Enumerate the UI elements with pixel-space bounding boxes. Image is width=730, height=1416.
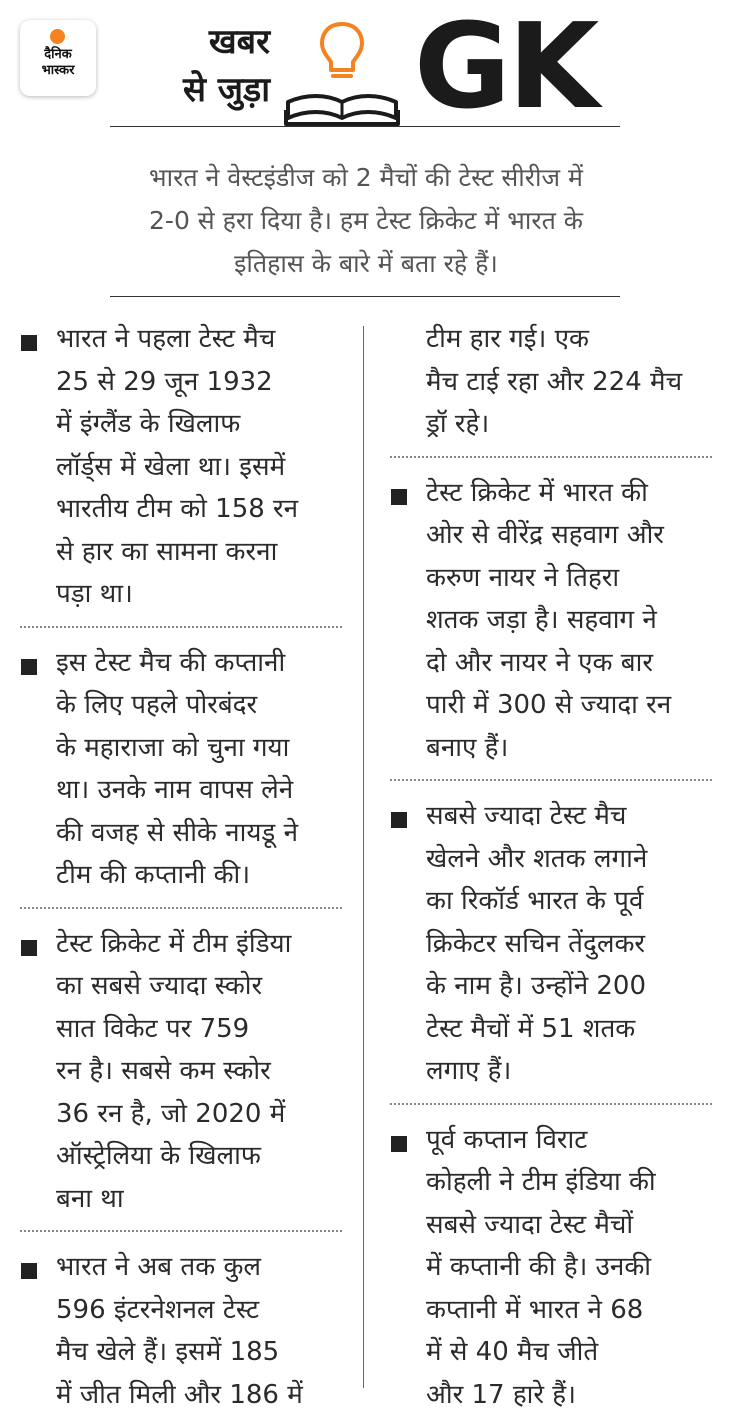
bullet-square-icon	[391, 812, 407, 828]
fact-line: में जीत मिली और 186 में	[56, 1374, 342, 1416]
fact-line: सबसे ज्यादा टेस्ट मैच	[426, 795, 712, 838]
gk-title: GK	[414, 6, 596, 126]
fact-line: में से 40 मैच जीते	[426, 1331, 712, 1374]
fact-line: ऑस्ट्रेलिया के खिलाफ	[56, 1135, 342, 1178]
fact-line: का रिकॉर्ड भारत के पूर्व	[426, 880, 712, 923]
fact-line: टीम हार गई। एक	[426, 318, 712, 361]
fact-item	[20, 923, 342, 1221]
header-line-1: खबर	[150, 22, 270, 62]
fact-line: रन है। सबसे कम स्कोर	[56, 1050, 342, 1093]
dotted-separator	[390, 456, 712, 458]
dotted-separator	[390, 779, 712, 781]
fact-item	[390, 472, 712, 770]
fact-line: था। उनके नाम वापस लेने	[56, 769, 342, 812]
fact-line: इस टेस्ट मैच की कप्तानी	[56, 642, 342, 685]
fact-line: में इंग्लैंड के खिलाफ	[56, 403, 342, 446]
intro-rule	[110, 296, 620, 297]
fact-line: भारतीय टीम को 158 रन	[56, 488, 342, 531]
fact-line: सात विकेट पर 759	[56, 1008, 342, 1051]
fact-continuation	[390, 318, 712, 446]
fact-line: कोहली ने टीम इंडिया की	[426, 1161, 712, 1204]
fact-line: खेलने और शतक लगाने	[426, 838, 712, 881]
dotted-separator	[20, 907, 342, 909]
fact-line: का सबसे ज्यादा स्कोर	[56, 965, 342, 1008]
header-rule	[110, 126, 620, 127]
continued-text	[426, 318, 712, 446]
intro-line: भारत ने वेस्टइंडीज को 2 मैचों की टेस्ट सीरीज में	[96, 156, 636, 199]
fact-line: बनाए हैं।	[426, 727, 712, 770]
fact-line: 25 से 29 जून 1932	[56, 361, 342, 404]
fact-line: 596 इंटरनेशनल टेस्ट	[56, 1289, 342, 1332]
fact-line: के लिए पहले पोरबंदर	[56, 684, 342, 727]
column-divider	[363, 326, 364, 1388]
fact-line: लगाए हैं।	[426, 1050, 712, 1093]
fact-line: से हार का सामना करना	[56, 531, 342, 574]
logo-text-line2: भास्कर	[20, 63, 96, 78]
header-line-2: से जुड़ा	[150, 70, 270, 110]
fact-item	[20, 1246, 342, 1416]
dotted-separator	[390, 1103, 712, 1105]
fact-line: क्रिकेटर सचिन तेंदुलकर	[426, 923, 712, 966]
intro-paragraph	[96, 156, 636, 285]
right-column	[390, 318, 712, 1416]
left-column	[20, 318, 342, 1416]
fact-line: टेस्ट मैचों में 51 शतक	[426, 1008, 712, 1051]
fact-line: कप्तानी में भारत ने 68	[426, 1289, 712, 1332]
bullet-square-icon	[21, 940, 37, 956]
fact-line: बना था	[56, 1178, 342, 1221]
fact-line: के नाम है। उन्होंने 200	[426, 965, 712, 1008]
intro-line: 2-0 से हरा दिया है। हम टेस्ट क्रिकेट में भारत के	[96, 199, 636, 242]
fact-line: मैच खेले हैं। इसमें 185	[56, 1331, 342, 1374]
fact-line: के महाराजा को चुना गया	[56, 727, 342, 770]
fact-line: टेस्ट क्रिकेट में टीम इंडिया	[56, 923, 342, 966]
fact-line: लॉर्ड्स में खेला था। इसमें	[56, 446, 342, 489]
bullet-square-icon	[391, 489, 407, 505]
bullet-square-icon	[21, 335, 37, 351]
fact-line: ओर से वीरेंद्र सहवाग और	[426, 514, 712, 557]
fact-item	[390, 795, 712, 1093]
dotted-separator	[20, 1230, 342, 1232]
fact-line: मैच टाई रहा और 224 मैच	[426, 361, 712, 404]
fact-line: पड़ा था।	[56, 573, 342, 616]
fact-line: की वजह से सीके नायडू ने	[56, 812, 342, 855]
fact-line: 36 रन है, जो 2020 में	[56, 1093, 342, 1136]
fact-line: करुण नायर ने तिहरा	[426, 557, 712, 600]
bulb-book-icon	[282, 18, 402, 130]
logo-text-line1: दैनिक	[20, 47, 96, 62]
bullet-square-icon	[21, 1263, 37, 1279]
fact-line: और 17 हारे हैं।	[426, 1374, 712, 1416]
fact-line: भारत ने अब तक कुल	[56, 1246, 342, 1289]
fact-line: शतक जड़ा है। सहवाग ने	[426, 599, 712, 642]
fact-item	[20, 318, 342, 616]
sun-icon	[50, 29, 65, 44]
fact-line: टेस्ट क्रिकेट में भारत की	[426, 472, 712, 515]
bullet-square-icon	[21, 659, 37, 675]
fact-line: भारत ने पहला टेस्ट मैच	[56, 318, 342, 361]
fact-item	[390, 1119, 712, 1416]
bullet-square-icon	[391, 1136, 407, 1152]
dotted-separator	[20, 626, 342, 628]
fact-line: दो और नायर ने एक बार	[426, 642, 712, 685]
fact-line: पूर्व कप्तान विराट	[426, 1119, 712, 1162]
fact-line: में कप्तानी की है। उनकी	[426, 1246, 712, 1289]
fact-line: सबसे ज्यादा टेस्ट मैचों	[426, 1204, 712, 1247]
fact-line: पारी में 300 से ज्यादा रन	[426, 684, 712, 727]
fact-line: ड्रॉ रहे।	[426, 403, 712, 446]
fact-line: टीम की कप्तानी की।	[56, 854, 342, 897]
intro-line: इतिहास के बारे में बता रहे हैं।	[96, 242, 636, 285]
dainik-bhaskar-logo	[20, 20, 96, 96]
fact-item	[20, 642, 342, 897]
